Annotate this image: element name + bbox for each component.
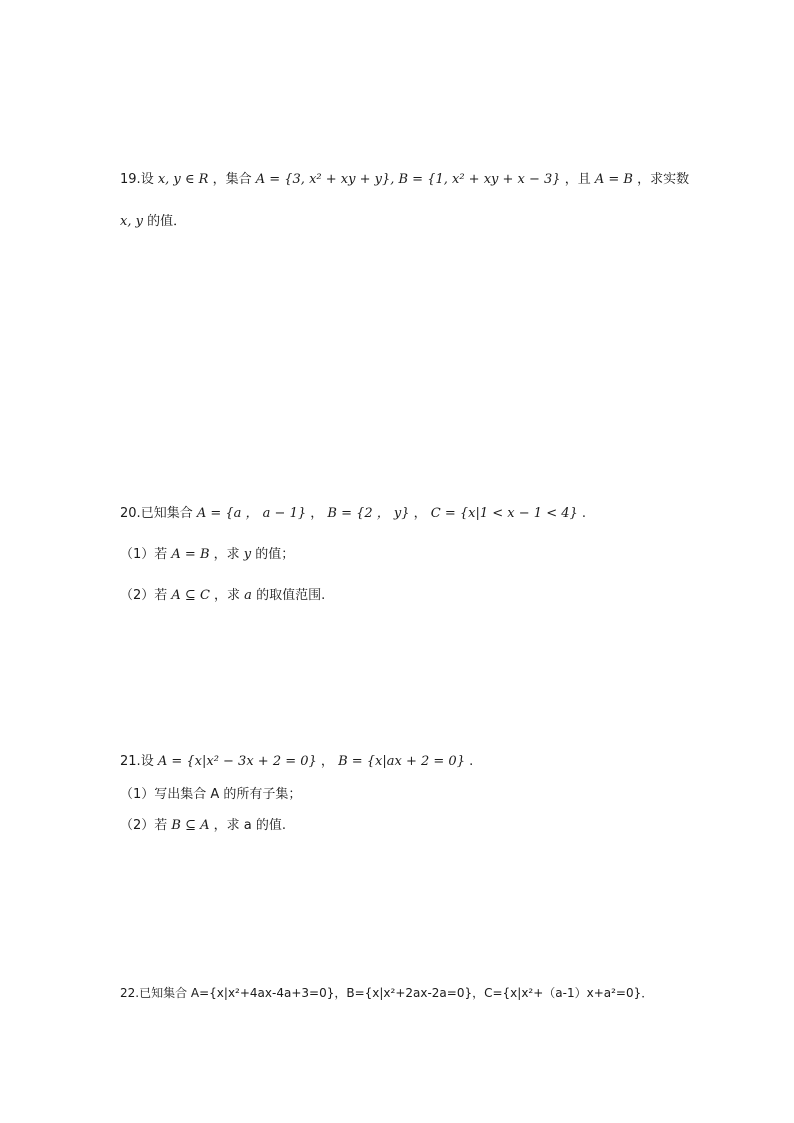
text-run: 设: [140, 754, 158, 769]
text-run: 已知集合: [140, 506, 197, 521]
text-run: 的取值范围.: [251, 588, 326, 603]
math-expression: x, y: [120, 214, 143, 229]
question-21-part-1: [120, 787, 301, 803]
text-run: ，: [316, 754, 339, 769]
math-expression: B = {x|ax + 2 = 0}: [338, 754, 465, 769]
math-expression: a: [244, 588, 252, 603]
question-19-line-1: [120, 172, 689, 188]
question-number: 22.: [120, 986, 140, 1000]
text-run: .: [464, 754, 474, 769]
text-run: 的值．: [142, 214, 187, 229]
text-run: ，求 a 的值.: [209, 818, 287, 833]
text-run: ，求实数: [632, 172, 690, 187]
text-run: ，且: [560, 172, 595, 187]
math-expression: C = {x|1 < x − 1 < 4}: [430, 506, 578, 521]
text-run: （1）若: [120, 547, 172, 562]
math-expression: B = {2 ， y}: [327, 506, 410, 521]
text-run: 的值；: [251, 547, 295, 562]
question-19-line-2: [120, 214, 186, 230]
math-expression: A ⊆ C: [171, 588, 210, 603]
math-expression: B ⊆ A: [171, 818, 210, 833]
math-expression: A = {a ， a − 1}: [196, 506, 307, 521]
question-number: 19.: [120, 172, 141, 187]
question-number: 20.: [120, 506, 141, 521]
question-number: 21.: [120, 754, 141, 769]
text-run: ，求: [209, 547, 244, 562]
text-run: （2）若: [120, 588, 172, 603]
question-21-line-1: [120, 754, 473, 770]
math-expression: A = B: [171, 547, 210, 562]
math-expression: A = {x|x² − 3x + 2 = 0}: [157, 754, 317, 769]
text-run: （2）若: [120, 818, 172, 833]
text-run: ，求: [209, 588, 245, 603]
text-run: 已知集合 A={x|x²+4ax-4a+3=0}，B={x|x²+2ax-2a=0}，C={x|x²+（a-1）x+a²=0}．: [139, 986, 654, 1000]
question-20-line-1: [120, 506, 586, 522]
text-run: （1）写出集合 A 的所有子集；: [120, 787, 302, 802]
text-run: ，: [409, 506, 431, 521]
question-21-part-2: [120, 818, 286, 834]
question-22-line-1: [120, 985, 653, 1001]
math-expression: x, y ∈ R: [157, 172, 209, 187]
question-20-part-1: [120, 547, 294, 563]
math-expression: A = B: [594, 172, 633, 187]
text-run: .: [577, 506, 587, 521]
text-run: ，: [306, 506, 328, 521]
text-run: 设: [140, 172, 158, 187]
question-20-part-2: [120, 588, 325, 604]
text-run: ，集合: [208, 172, 256, 187]
math-expression: A = {3, x² + xy + y}, B = {1, x² + xy + x − 3}: [255, 172, 561, 187]
math-expression: y: [243, 547, 252, 562]
